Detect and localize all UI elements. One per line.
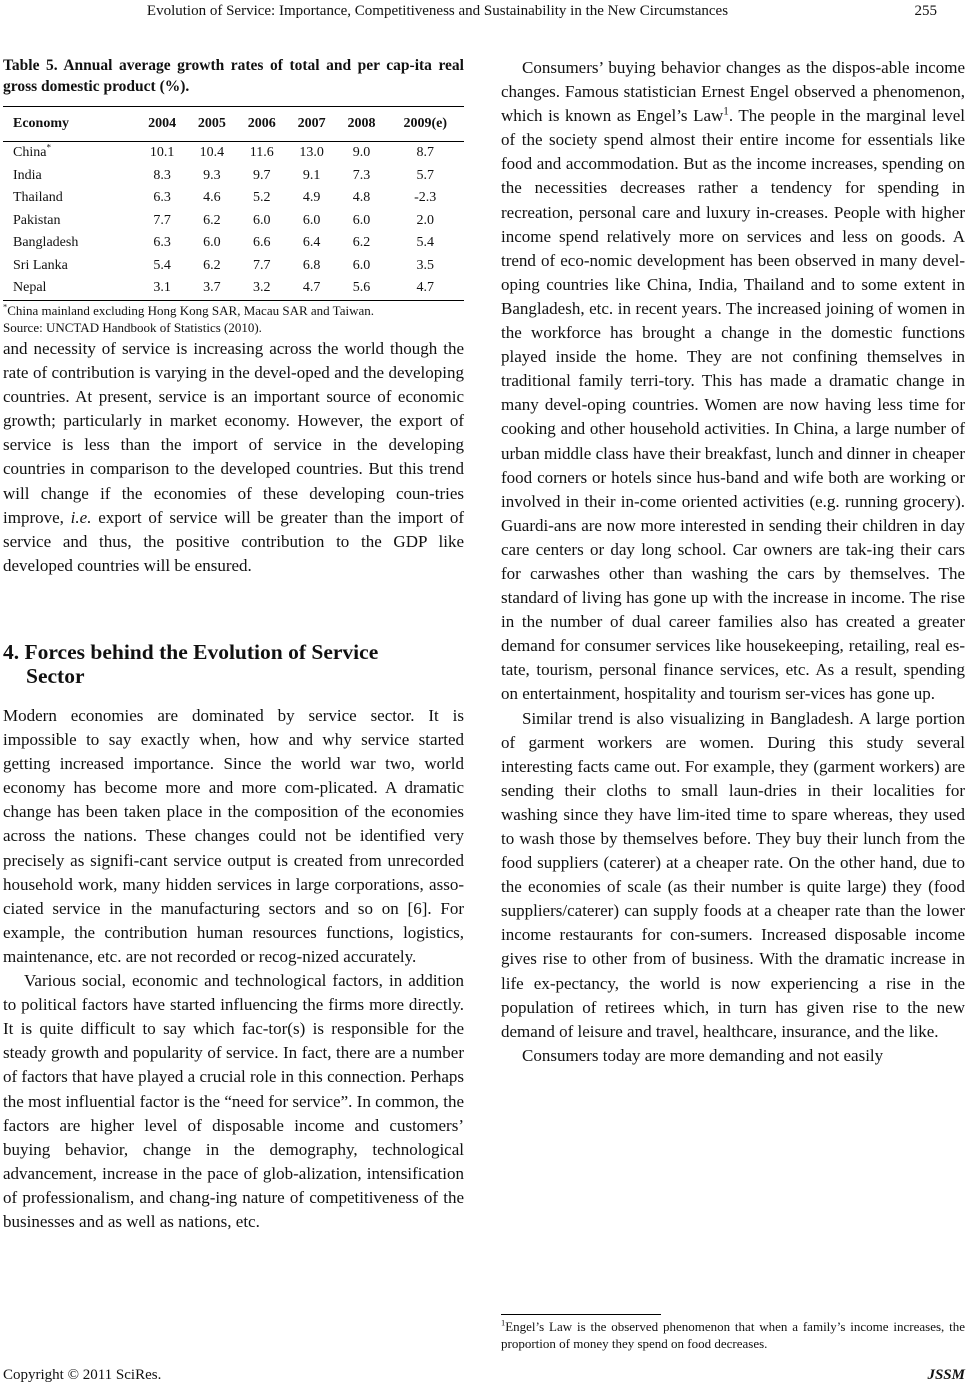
- body-paragraph: Consumers today are more demanding and not easily: [522, 1045, 884, 1065]
- economy-name: China: [13, 145, 47, 161]
- table-cell: 6.8: [302, 257, 321, 273]
- body-paragraph: Various social, economic and technological factors, in addition to political factors have started influencing the firms more directly. It is quite difficult to say which fac-tor(s) is responsible for the steady growth and popularity of service. In fact, there are a number of factors that have played a crucial role in this connection. Perhaps the most influential factor is the “need for service”. In common, the factors are higher level of disposable income and customers’ buying behavior, change in the demography, technological advancement, increase in the pace of glob-alization, intensification of professionalism, and chang-ing nature of competitiveness of the businesses and as well as nations, etc.: [3, 971, 464, 1231]
- table-cell: 9.7: [253, 167, 271, 183]
- table-cell: 6.6: [253, 235, 271, 251]
- table-caption: Table 5. Annual average growth rates of total and per cap-ita real gross domestic product (%).: [3, 57, 464, 95]
- footnote-divider: [501, 1314, 661, 1315]
- table-cell: 3.1: [137, 277, 187, 300]
- column-header: 2004: [137, 107, 187, 142]
- table-cell: 10.1: [149, 145, 175, 161]
- table-cell: 7.3: [352, 167, 371, 183]
- table-cell: 5.2: [253, 190, 271, 206]
- table-row: [3, 255, 464, 278]
- body-paragraph: [501, 56, 965, 707]
- table-row: [3, 165, 464, 188]
- table-cell: 6.2: [203, 257, 221, 273]
- journal-name: JSSM: [927, 1367, 965, 1383]
- body-paragraph: Similar trend is also visualizing in Bangladesh. A large portion of garment workers are women. During this study several interesting facts came out. For example, they (garment workers) are sending their cloths to small laun-dries in their localities for washing since they have lim-ited time to spare whereas, they used to wash those by themselves before. They buy their lunch from the food suppliers (caterer) at a cheaper rate. On the other hand, due to the economies of scale (as their number is quite large) they (food suppliers/caterer) can supply foods at a cheaper rate than the lower income restaurants for con-sumers. Increased disposable income gives rise to other from of business. With the dramatic increase in life ex-pectancy, the world is now experiencing a rise in the population of retirees which, in turn has given rise to the new demand of leisure and travel, healthcare, insurance, and the like.: [501, 708, 965, 1041]
- table-cell: 6.0: [253, 212, 271, 228]
- table-cell: 13.0: [299, 145, 324, 161]
- table-note-marker: *: [3, 301, 8, 312]
- italic-abbreviation: i.e.: [70, 507, 92, 527]
- paragraph-text: export of service will be greater than the import of service and thus, the positive contribution to the GDP like developed countries will be ensured.: [3, 507, 464, 575]
- table-cell: 9.1: [302, 167, 321, 183]
- table-cell: 6.2: [203, 212, 221, 228]
- table-cell: 8.7: [416, 145, 434, 161]
- table-cell: India: [13, 167, 42, 183]
- copyright-notice: Copyright © 2011 SciRes.: [3, 1367, 162, 1383]
- footnote: [501, 1318, 965, 1352]
- table-cell: -2.3: [414, 190, 437, 206]
- column-header: 2006: [237, 107, 287, 142]
- table-cell: 9.3: [203, 167, 221, 183]
- paragraph-text: and necessity of service is increasing across the world though the rate of contribution is varying in the devel-oped and the developing countries. At present, service is an important source of economic growth; particularly in market economy. However, the export of service is less than the import of service in the developing countries in comparison to the developed countries. But this trend will change if the economies of these developing coun-tries improve,: [3, 339, 464, 527]
- table-row: [3, 187, 464, 210]
- table-cell: Thailand: [13, 190, 63, 206]
- column-header: 2008: [337, 107, 387, 142]
- table-row: [3, 210, 464, 233]
- right-column: [501, 56, 965, 1068]
- column-header: 2009(e): [386, 107, 464, 142]
- left-column-section: [3, 704, 464, 1234]
- page-number: 255: [914, 3, 937, 19]
- column-header: 2007: [287, 107, 337, 142]
- table-cell: 6.0: [302, 212, 321, 228]
- column-header: 2005: [187, 107, 237, 142]
- table-note-text: China mainland excluding Hong Kong SAR, Macau SAR and Taiwan.: [7, 303, 374, 318]
- table-cell: 6.0: [203, 235, 221, 251]
- table-cell: 6.4: [302, 235, 321, 251]
- gdp-growth-table: [3, 106, 464, 301]
- table-body: [3, 142, 464, 301]
- table-footnote: [3, 302, 464, 336]
- table-row: [3, 277, 464, 300]
- table-header-row: [3, 107, 464, 142]
- running-head-title: Evolution of Service: Importance, Competitiveness and Sustainability in the New Circumstances: [146, 3, 729, 19]
- table-cell: 4.8: [352, 190, 371, 206]
- table-cell: 6.3: [153, 190, 171, 206]
- table-cell: 9.0: [352, 145, 371, 161]
- table-cell: 3.5: [416, 257, 434, 273]
- table-cell: Bangladesh: [13, 235, 79, 251]
- table-cell: Pakistan: [13, 212, 61, 228]
- table-cell: [3, 142, 137, 165]
- table-cell: 4.7: [287, 277, 337, 300]
- table-cell: 11.6: [249, 145, 274, 161]
- column-header: Economy: [3, 107, 137, 142]
- table-cell: 10.4: [199, 145, 225, 161]
- section-heading-line: 4. Forces behind the Evolution of Service: [3, 640, 379, 664]
- left-column-continuation: [3, 337, 464, 578]
- table-cell: 2.0: [416, 212, 434, 228]
- table-cell: 5.4: [416, 235, 434, 251]
- table-cell: 4.9: [302, 190, 321, 206]
- footnote-text: Engel’s Law is the observed phenomenon that when a family’s income increases, the proportion of money they spend on food decreases.: [501, 1319, 965, 1351]
- table-row: [3, 232, 464, 255]
- table-cell: 3.7: [187, 277, 237, 300]
- table-cell: 8.3: [153, 167, 171, 183]
- table-cell: 7.7: [253, 257, 271, 273]
- table-cell: 6.0: [352, 257, 371, 273]
- section-heading-line: Sector: [26, 664, 85, 688]
- section-heading: [3, 640, 464, 688]
- running-head: [0, 0, 967, 24]
- table-cell: 6.0: [352, 212, 371, 228]
- paragraph-text: Consumers’ buying behavior changes as the dispos-able income changes. Famous statistician Ernest Engel observed a phenomenon, which is known as Engel’s Law: [501, 58, 965, 126]
- table-cell: 6.2: [352, 235, 371, 251]
- table-cell: 5.6: [337, 277, 387, 300]
- table-cell: 4.6: [203, 190, 221, 206]
- footnote-marker: 1: [723, 105, 729, 118]
- table-note-marker: *: [46, 142, 51, 153]
- table-cell: 7.7: [153, 212, 171, 228]
- table-cell: 5.4: [153, 257, 171, 273]
- footnote-number: 1: [501, 1317, 506, 1328]
- table-source: Source: UNCTAD Handbook of Statistics (2010).: [3, 320, 262, 335]
- body-paragraph: Modern economies are dominated by service sector. It is impossible to say exactly when, how and why service started getting increased importance. Since the world war two, world economy has become more and more com-plicated. A dramatic change has been taken place in the composition of the economies across the nations. These changes could not be identified very precisely as signifi-cant service output is created from unrecorded household work, many hidden services in large corporations, asso-ciated service in the manufacturing sectors and so on [6]. For example, the contribution human resources functions, logistics, maintenance, etc. are not recorded or recog-nized accurately.: [3, 706, 464, 966]
- table-cell: 6.3: [153, 235, 171, 251]
- table-row: [3, 142, 464, 165]
- table-cell: Sri Lanka: [13, 257, 68, 273]
- table-cell: Nepal: [3, 277, 137, 300]
- paragraph-text: . The people in the marginal level of the society spend almost their entire income for essentials like food and accommodation. But as the income increases, spending on the necessities decreases rather a tendency for spending in recreation, personal care and luxury in-creases. People with higher income spend relatively more on services and less on goods. A trend of eco-nomic development has been observed in many devel-oping countries like China, India, Thailand and to some extent in Bangladesh, etc. in recent years. The increased joining of women in the workforce has brought a change in the domestic functions played inside the home. They are not confining themselves in traditional family terri-tory. This has made a dramatic change in many devel-oping countries. Women are now having less time for cooking and other household activities. In China, a large number of urban middle class have their breakfast, lunch and dinner in cheaper food corners or hotels since hus-band and wife both are working or involved in their in-come oriented activities (e.g. running grocery). Guardi-ans are now more interested in sending their children in day care centers or day long school. Car owners are tak-ing their cars for carwashes other than washing the cars by themselves. The standard of living has gone up with the increase in income. The rise in the number of dual career families also has created a greater demand for consumer services like housekeeping, retailing, real es-tate, tourism, personal finance services, etc. As a result, spending on entertainment, hospitality and tourism ser-vices has gone up.: [501, 106, 965, 704]
- body-paragraph: [3, 337, 464, 578]
- table-cell: 3.2: [237, 277, 287, 300]
- table-cell: 5.7: [416, 167, 434, 183]
- table-cell: 4.7: [386, 277, 464, 300]
